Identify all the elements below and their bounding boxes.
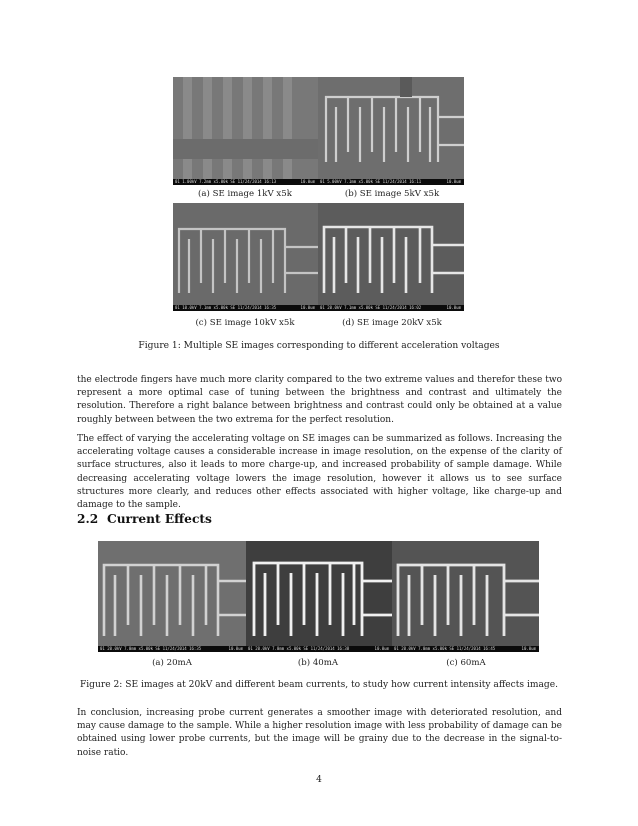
section-number: 2.2 [77,512,99,526]
subcaption-40ma: (b) 40mA [297,658,339,668]
section-title: Current Effects [107,512,212,526]
subcaption-a: (a) SE image 1kV x5k [198,189,292,199]
figure2-caption: Figure 2: SE images at 20kV and different beam currents, to study how current intensity affects image. [79,680,559,690]
subcaption-c: (c) SE image 10kV x5k [195,318,295,328]
subcaption-b: (b) SE image 5kV x5k [344,189,440,199]
subcaption-d: (d) SE image 20kV x5k [342,318,442,328]
sem-image-20ma: 01 20.0kV 7.0mm x5.00k SE 11/24/2014 16:35 10.0um [98,541,246,652]
figure1-caption: Figure 1: Multiple SE images corresponding to different acceleration voltages [138,341,500,351]
subcaption-20ma: (a) 20mA [152,658,192,668]
subcaption-60ma: (c) 60mA [446,658,486,668]
page-number: 4 [316,775,322,785]
sem-image-60ma: 01 20.0kV 7.0mm x5.00k SE 11/24/2014 16:45 10.0um [392,541,539,652]
sem-image-10kv: 01 10.0kV 7.1mm x5.00k SE 11/24/2014 16:35 10.0um [173,203,318,311]
paragraph-2: The effect of varying the accelerating voltage on SE images can be summarized as follows. Increasing the accelerating voltage causes a considerable increase in image resolution, on the expense of the clarity of surface structures, also it leads to more charge-up, and increased probability of sample damage. While decreasing accelerating voltage lowers the image resolution, however it allows us to see surface structures more clearly, and reduces other effects associated with higher voltage, like charge-up and damage to the sample. [77,434,562,511]
sem-image-5kv: 01 5.00kV 7.1mm x5.00k SE 11/24/2014 16:11 10.0um [318,77,464,185]
sem-image-20kv: 01 20.0kV 7.1mm x5.00k SE 11/24/2014 16:02 10.0um [318,203,464,311]
paragraph-3: In conclusion, increasing probe current generates a smoother image with deteriorated resolution, and may cause damage to the sample. While a higher resolution image with less probability of damage can be obtained using lower probe currents, but the image will be grainy due to the decrease in the signal-to-noise ratio. [77,708,562,758]
sem-image-40ma: 01 20.0kV 7.0mm x5.00k SE 11/24/2014 16:38 10.0um [246,541,392,652]
section-heading [77,512,212,526]
sem-image-1kv: 01 1.00kV 7.2mm x5.00k SE 11/24/2014 16:13 10.0um [173,77,318,185]
paragraph-1: the electrode fingers have much more clarity compared to the two extreme values and therefor these two represent a more optimal case of tuning between the brightness and contrast and ultimately the resolution. Therefore a right balance between brightness and contrast could only be obtained at a value roughly between between the two extrema for the perfect resolution. [77,375,562,425]
